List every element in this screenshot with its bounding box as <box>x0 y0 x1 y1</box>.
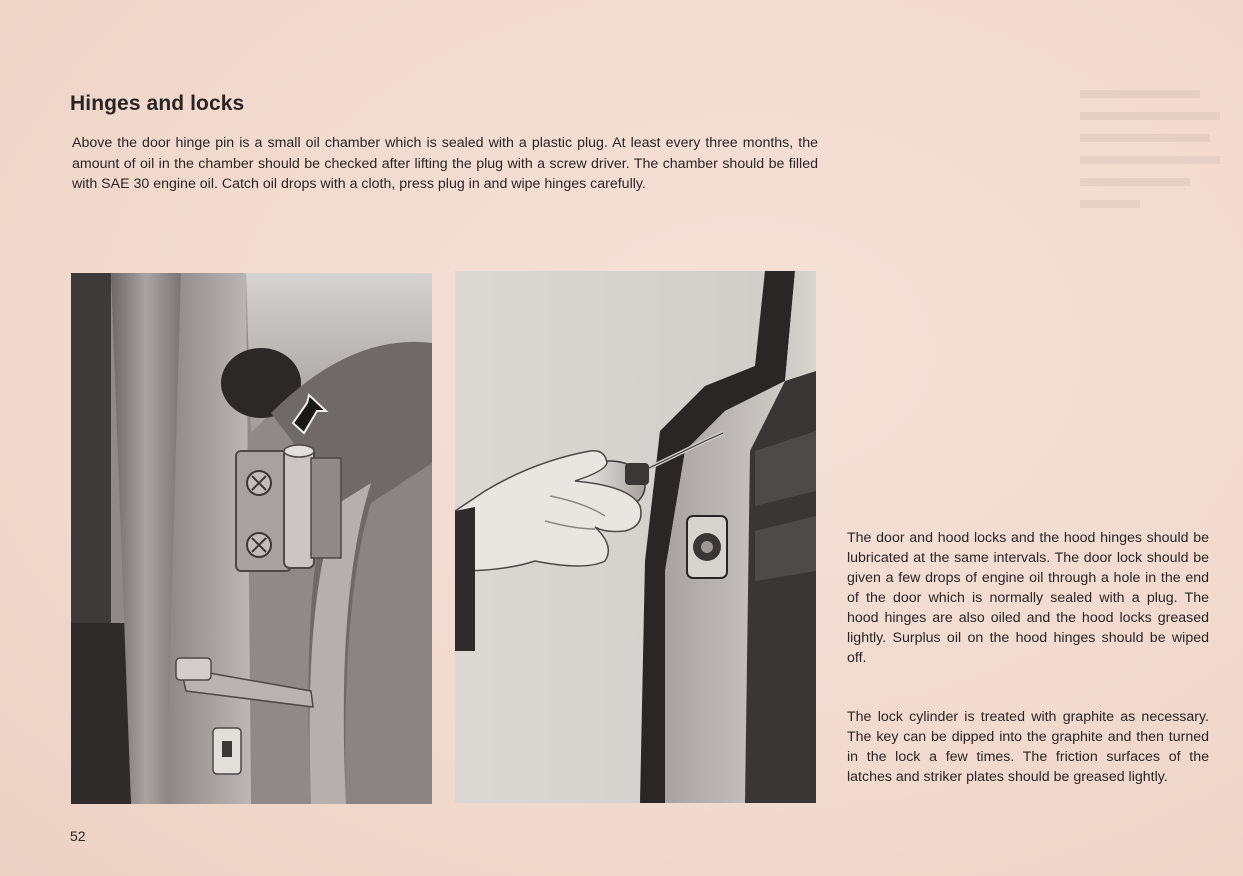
door-hinge-photo <box>71 273 432 804</box>
intro-paragraph: Above the door hinge pin is a small oil chamber which is sealed with a plastic plug. At least every three months, the amount of oil in the chamber should be checked after lifting the plug with a screw driver. The chamber should be filled with SAE 30 engine oil. Catch oil drops with a cloth, press plug in and wipe hinges carefully. <box>72 135 818 192</box>
section-title: Hinges and locks <box>70 92 245 115</box>
body-paragraph-locks: The door and hood locks and the hood hinges should be lubricated at the same intervals. The door lock should be given a few drops of engine oil through a hole in the end of the door which is normally sealed with a plug. The hood hinges are also oiled and the hood locks greased lightly. Surplus oil on the hood hinges should be wiped off. <box>847 530 1209 666</box>
page-number: 52 <box>70 828 86 844</box>
oil-can-illustration <box>455 271 816 803</box>
door-hinge-illustration <box>71 273 432 804</box>
oil-can-door-lock-photo <box>455 271 816 803</box>
body-paragraph-graphite: The lock cylinder is treated with graphite as necessary. The key can be dipped into the graphite and then turned in the lock a few times. The friction surfaces of the latches and striker plates should be greased lightly. <box>847 709 1209 785</box>
bleed-through-text <box>1080 90 1220 250</box>
